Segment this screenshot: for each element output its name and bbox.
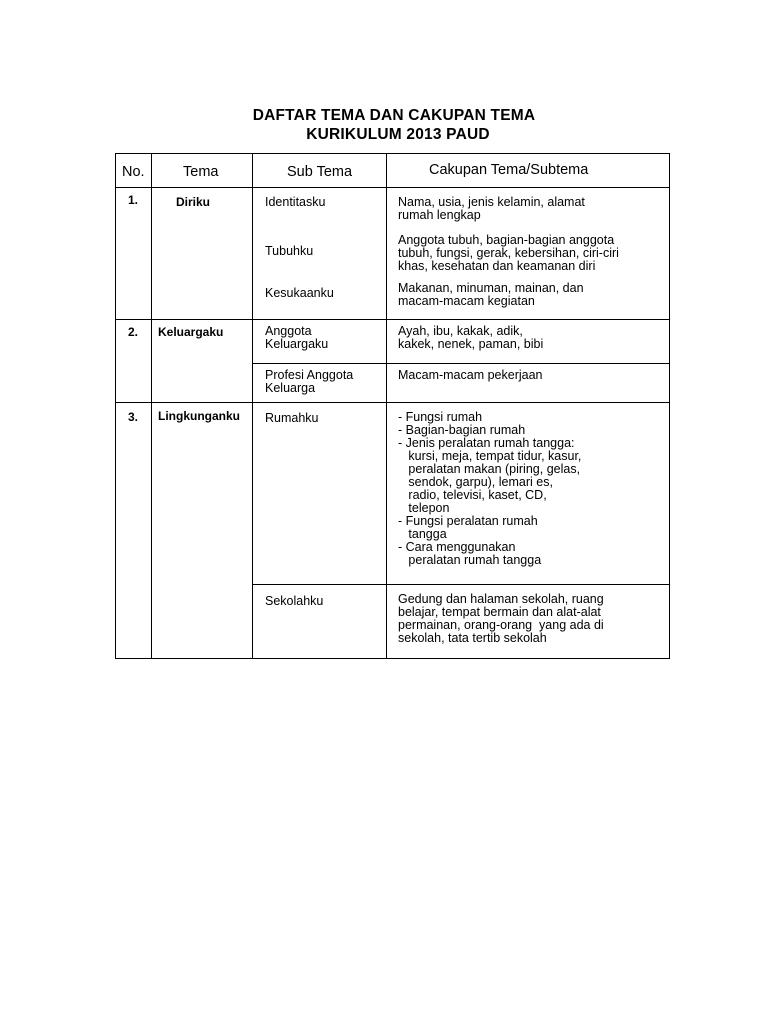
subtheme-name: Profesi Anggota Keluarga — [265, 368, 354, 395]
title-line-2: KURIKULUM 2013 PAUD — [306, 126, 490, 143]
header-tema: Tema — [183, 164, 219, 180]
column-divider — [386, 154, 387, 658]
header-cakupan: Cakupan Tema/Subtema — [429, 162, 589, 178]
row-number: 3. — [128, 410, 139, 424]
subtheme-name: Tubuhku — [265, 244, 314, 258]
subtheme-scope: Anggota tubuh, bagian-bagian anggota tubuh, fungsi, gerak, kebersihan, ciri-ciri khas, kesehatan dan keamanan diri — [398, 233, 619, 273]
subtheme-name: Kesukaanku — [265, 286, 334, 300]
row-divider — [116, 319, 670, 320]
header-sub-tema: Sub Tema — [287, 164, 353, 180]
subtheme-name: Sekolahku — [265, 594, 324, 608]
column-divider — [252, 154, 253, 658]
theme-table — [115, 153, 670, 659]
document-title — [0, 106, 768, 144]
subtheme-scope: Gedung dan halaman sekolah, ruang belajar, tempat bermain dan alat-alat permainan, orang-orang yang ada di sekolah, tata tertib sekolah — [398, 592, 604, 645]
subtheme-scope: Macam-macam pekerjaan — [398, 368, 543, 382]
theme-name: Lingkunganku — [158, 409, 240, 423]
subtheme-scope: Makanan, minuman, mainan, dan macam-macam kegiatan — [398, 281, 584, 308]
subtheme-name: Identitasku — [265, 195, 326, 209]
header-divider — [116, 187, 670, 188]
subtheme-scope: Ayah, ibu, kakak, adik, kakek, nenek, paman, bibi — [398, 324, 544, 351]
subtheme-name: Rumahku — [265, 411, 319, 425]
subrow-divider — [252, 584, 670, 585]
subtheme-scope: - Fungsi rumah - Bagian-bagian rumah - Jenis peralatan rumah tangga: kursi, meja, tempat tidur, kasur, peralatan makan (piring, gelas, sendok, garpu), lemari es, radio, televisi, kaset, CD, telepon - Fungsi peralatan rumah tangga - Cara menggunakan peralatan rumah tangga — [398, 410, 582, 567]
row-number: 2. — [128, 325, 139, 339]
theme-name: Keluargaku — [158, 325, 224, 339]
column-divider — [151, 154, 152, 658]
row-number: 1. — [128, 193, 139, 207]
header-no: No. — [122, 164, 145, 180]
title-line-1: DAFTAR TEMA DAN CAKUPAN TEMA — [252, 107, 536, 124]
subtheme-name: Anggota Keluargaku — [265, 324, 329, 351]
subrow-divider — [252, 363, 670, 364]
row-divider — [116, 402, 670, 403]
subtheme-scope: Nama, usia, jenis kelamin, alamat rumah lengkap — [398, 195, 585, 222]
theme-name: Diriku — [176, 195, 211, 209]
